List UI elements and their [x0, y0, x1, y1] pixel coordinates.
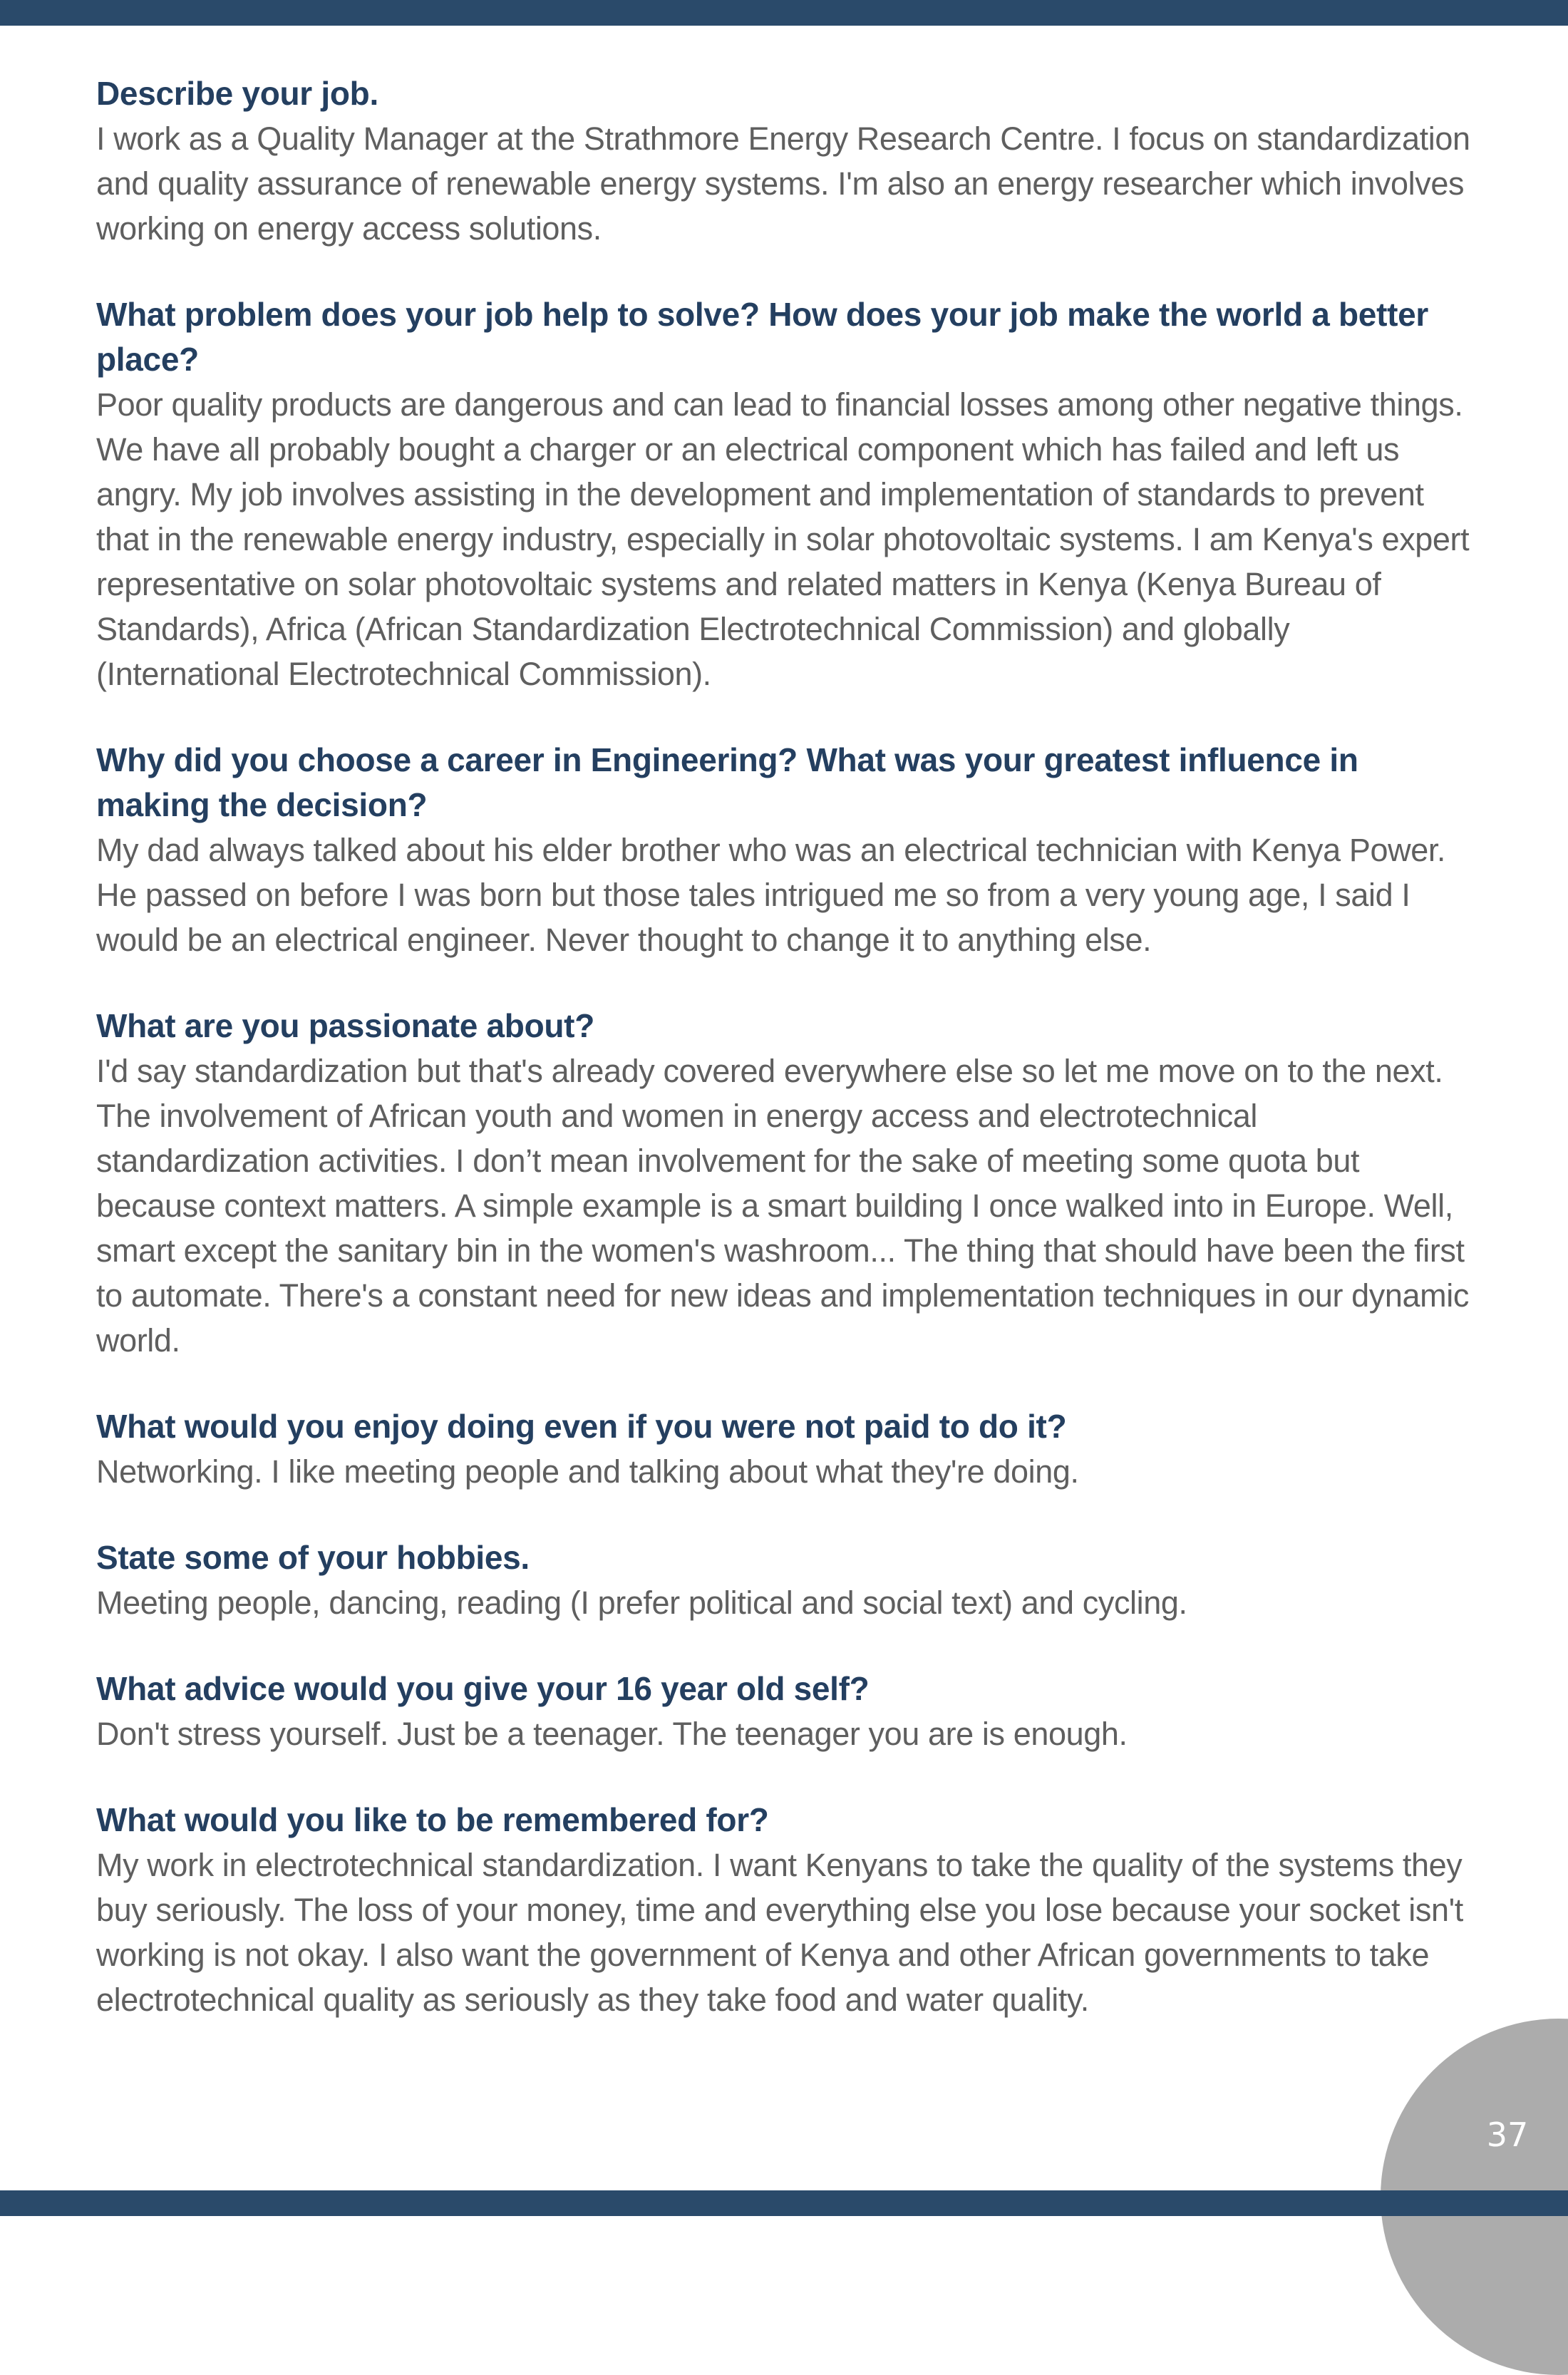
answer-text: My work in electrotechnical standardization. I want Kenyans to take the quality of the systems they buy seriously. The loss of your money, time and everything else you lose because your socket isn't working is not okay. I also want the government of Kenya and other African governments to take electrotechnical quality as seriously as they take food and water quality. — [96, 1847, 1463, 2018]
question-heading: State some of your hobbies. — [96, 1539, 530, 1576]
qa-item-unpaid-enjoyment — [96, 1404, 1472, 1494]
answer-text: Don't stress yourself. Just be a teenager. The teenager you are is enough. — [96, 1716, 1128, 1752]
qa-item-remembered-for — [96, 1798, 1472, 2022]
answer-text: My dad always talked about his elder brother who was an electrical technician with Kenya Power. He passed on before I was born but those tales intrigued me so from a very young age, I said I would be an electrical engineer. Never thought to change it to anything else. — [96, 832, 1446, 958]
interview-content — [96, 71, 1472, 2064]
question-heading: Describe your job. — [96, 75, 378, 112]
question-heading: What would you enjoy doing even if you were not paid to do it? — [96, 1408, 1067, 1445]
qa-item-passions — [96, 1004, 1472, 1363]
bottom-footer-bar — [0, 2190, 1568, 2216]
qa-item-career-choice — [96, 738, 1472, 962]
question-heading: What advice would you give your 16 year old self? — [96, 1670, 870, 1707]
question-heading: What problem does your job help to solve? How does your job make the world a better place? — [96, 296, 1429, 378]
answer-text: I work as a Quality Manager at the Strathmore Energy Research Centre. I focus on standardization and quality assurance of renewable energy systems. I'm also an energy researcher which involves working on energy access solutions. — [96, 120, 1470, 247]
qa-item-advice — [96, 1666, 1472, 1756]
top-header-bar — [0, 0, 1568, 26]
answer-text: I'd say standardization but that's already covered everywhere else so let me move on to the next. The involvement of African youth and women in energy access and electrotechnical standardization activities. I don’t mean involvement for the sake of meeting some quota but because context matters. A simple example is a smart building I once walked into in Europe. Well, smart except the sanitary bin in the women's washroom... The thing that should have been the first to automate. There's a constant need for new ideas and implementation techniques in our dynamic world. — [96, 1053, 1469, 1359]
answer-text: Poor quality products are dangerous and can lead to financial losses among other negative things. We have all probably bought a charger or an electrical component which has failed and left us angry. My job involves assisting in the development and implementation of standards to prevent that in the renewable energy industry, especially in solar photovoltaic systems. I am Kenya's expert representative on solar photovoltaic systems and related matters in Kenya (Kenya Bureau of Standards), Africa (African Standardization Electrotechnical Commission) and globally (International Electrotechnical Commission). — [96, 386, 1470, 692]
answer-text: Networking. I like meeting people and talking about what they're doing. — [96, 1453, 1079, 1490]
qa-item-hobbies — [96, 1535, 1472, 1625]
qa-item-problem-solved — [96, 292, 1472, 696]
question-heading: What would you like to be remembered for? — [96, 1801, 769, 1838]
question-heading: Why did you choose a career in Engineering? What was your greatest influence in making the decision? — [96, 741, 1358, 823]
page-number: 37 — [1486, 2116, 1529, 2154]
answer-text: Meeting people, dancing, reading (I prefer political and social text) and cycling. — [96, 1585, 1187, 1621]
question-heading: What are you passionate about? — [96, 1007, 594, 1044]
qa-item-describe-job — [96, 71, 1472, 251]
